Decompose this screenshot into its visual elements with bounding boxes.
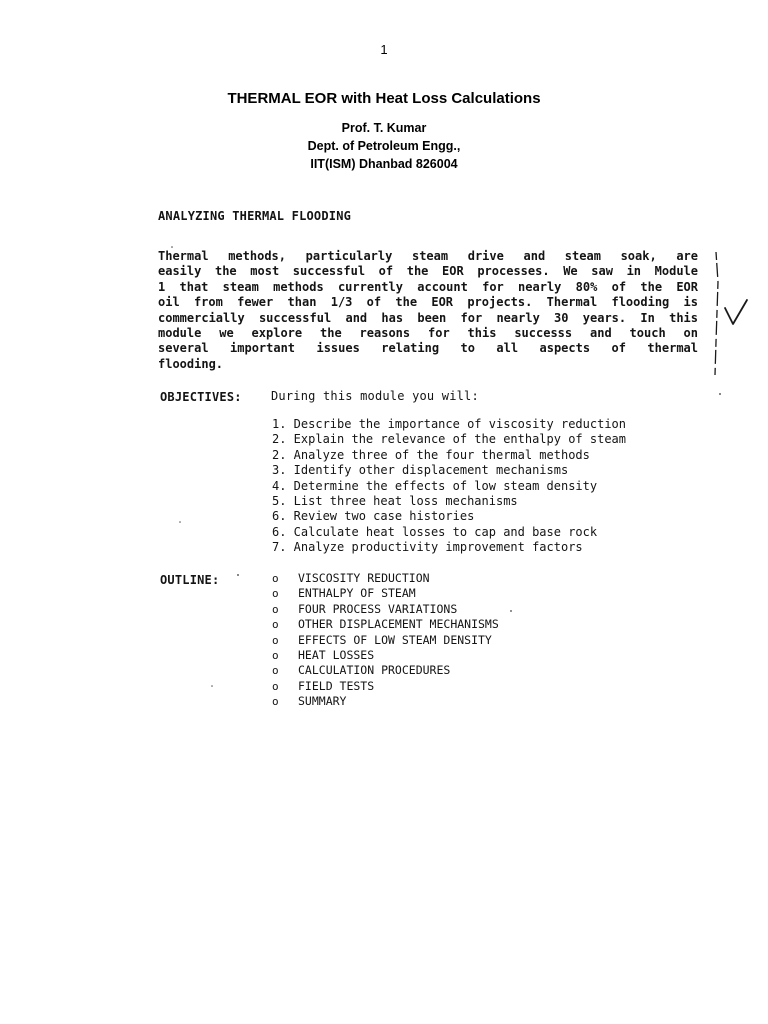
outline-item-label: FIELD TESTS (298, 678, 375, 693)
objective-item: 2. Analyze three of the four thermal methods (272, 447, 590, 462)
bullet-icon: o (272, 664, 279, 678)
intro-line: flooding. (158, 356, 224, 371)
objective-item: 4. Determine the effects of low steam density (272, 478, 598, 493)
intro-line: Thermal methods, particularly steam drive and steam soak, are (158, 249, 698, 263)
scan-speck (171, 246, 173, 248)
outline-item (272, 586, 499, 601)
intro-line: oil from fewer than 1/3 of the EOR projects. Thermal flooding is (158, 295, 698, 310)
bullet-icon: o (272, 618, 279, 632)
objective-item: 1. Describe the importance of viscosity reduction (272, 417, 627, 431)
outline-item-label: CALCULATION PROCEDURES (298, 663, 451, 678)
outline-item (272, 602, 499, 617)
objectives-intro: During this module you will: (271, 389, 479, 403)
objective-item: 7. Analyze productivity improvement factors (272, 540, 583, 555)
section-heading: ANALYZING THERMAL FLOODING (158, 209, 352, 223)
bullet-icon: o (272, 587, 279, 601)
author-institute: IIT(ISM) Dhanbad 826004 (310, 157, 458, 171)
author-name: Prof. T. Kumar (341, 121, 427, 135)
objectives-list (272, 417, 626, 556)
intro-line: module we explore the reasons for this successs and touch on (158, 325, 698, 340)
scan-speck (510, 610, 512, 612)
outline-item-label: VISCOSITY REDUCTION (298, 571, 430, 585)
scan-speck (237, 574, 239, 576)
outline-item-label: SUMMARY (298, 694, 347, 709)
objective-item: 6. Review two case histories (272, 509, 475, 524)
outline-item (272, 633, 499, 648)
intro-line: easily the most successful of the EOR processes. We saw in Module (158, 264, 698, 279)
intro-line: several important issues relating to all aspects of thermal (158, 341, 698, 356)
margin-bracket-line (715, 252, 718, 375)
objectives-label: OBJECTIVES: (160, 390, 242, 404)
intro-paragraph (158, 249, 698, 372)
scan-speck (179, 521, 181, 523)
bullet-icon: o (272, 695, 279, 709)
objective-item: 5. List three heat loss mechanisms (272, 493, 518, 508)
intro-line: 1 that steam methods currently account for nearly 80% of the EOR (158, 279, 698, 294)
outline-label: OUTLINE: (160, 573, 220, 587)
outline-item-label: ENTHALPY OF STEAM (298, 586, 416, 601)
outline-item-label: FOUR PROCESS VARIATIONS (298, 601, 458, 616)
scan-speck (211, 685, 213, 687)
page-number: 1 (380, 42, 388, 57)
outline-item (272, 679, 499, 694)
outline-item-label: OTHER DISPLACEMENT MECHANISMS (298, 617, 499, 632)
outline-list (272, 571, 499, 710)
document-title: THERMAL EOR with Heat Loss Calculations (227, 90, 541, 107)
author-department: Dept. of Petroleum Engg., (307, 139, 461, 153)
objective-item: 6. Calculate heat losses to cap and base rock (272, 524, 598, 539)
outline-item (272, 694, 499, 709)
objective-item: 2. Explain the relevance of the enthalpy of steam (272, 432, 627, 447)
scan-speck (719, 393, 721, 395)
bullet-icon: o (272, 648, 279, 662)
outline-item (272, 648, 499, 663)
outline-item (272, 617, 499, 632)
outline-item-label: HEAT LOSSES (298, 647, 375, 662)
outline-item (272, 663, 499, 678)
bullet-icon: o (272, 633, 279, 647)
outline-item (272, 571, 499, 586)
handwritten-check-icon (725, 300, 747, 324)
objective-item: 3. Identify other displacement mechanisms (272, 463, 569, 478)
bullet-icon: o (272, 602, 279, 616)
bullet-icon: o (272, 572, 279, 585)
bullet-icon: o (272, 679, 279, 693)
intro-line: commercially successful and has been for nearly 30 years. In this (158, 310, 698, 325)
outline-item-label: EFFECTS OF LOW STEAM DENSITY (298, 632, 492, 647)
